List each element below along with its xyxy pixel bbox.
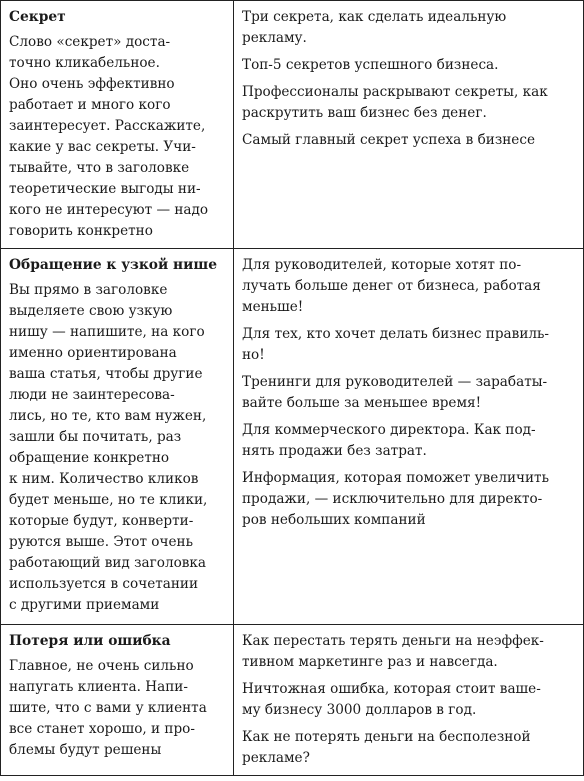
table-row bbox=[1, 1, 584, 249]
headline-example: Для тех, кто хочет делать бизнес правиль- но! bbox=[242, 326, 550, 363]
technique-title: Секрет bbox=[9, 9, 66, 25]
headline-example: Информация, которая поможет увеличить продажи, — исключительно для директо- ров небольших компаний bbox=[242, 470, 549, 528]
headline-example: Топ-5 секретов успешного бизнеса. bbox=[242, 57, 499, 73]
headline-example: Как перестать терять деньги на неэффек- тивном маркетинге раз и навсегда. bbox=[242, 633, 544, 670]
technique-cell bbox=[1, 1, 234, 249]
technique-title: Потеря или ошибка bbox=[9, 633, 171, 649]
technique-title: Обращение к узкой нише bbox=[9, 257, 217, 273]
headline-example: Профессионалы раскрывают секреты, как раскрутить ваш бизнес без денег. bbox=[242, 84, 548, 121]
headline-example: Тренинги для руководителей — зарабаты- вайте больше за меньшее время! bbox=[242, 374, 548, 411]
examples-cell bbox=[234, 1, 584, 249]
technique-description: Вы прямо в заголовке выделяете свою узкую нишу — напишите, на кого именно ориентирована ваша статья, чтобы другие люди не заинтересова- лись, но те, кто вам нужен, зашли бы почитать, раз обращение конкретно к ним. Количество кликов будет меньше, но те клики, которые будут, конверти- руются выше. Этот очень работающий вид заголовка используется в сочетании с другими приемами bbox=[9, 282, 208, 613]
headline-example: Для коммерческого директора. Как под- нять продажи без затрат. bbox=[242, 422, 536, 459]
table-row bbox=[1, 625, 584, 776]
examples-cell bbox=[234, 625, 584, 776]
table-row bbox=[1, 249, 584, 625]
technique-description: Слово «секрет» доста- точно кликабельное. Оно очень эффективно работает и много кого заинтересует. Расскажите, какие у вас секреты. Учи- тывайте, что в заголовке теоретические выгоды ни- кого не интересуют — надо говорить конкретно bbox=[9, 34, 209, 239]
headline-example: Для руководителей, которые хотят по- лучать больше денег от бизнеса, работая меньше! bbox=[242, 257, 541, 315]
technique-description: Главное, не очень сильно напугать клиента. Напи- шите, что с вами у клиента все станет хорошо, и про- блемы будут решены bbox=[9, 658, 207, 758]
headline-example: Три секрета, как сделать идеальную рекламу. bbox=[242, 9, 507, 46]
technique-cell bbox=[1, 249, 234, 625]
headline-example: Ничтожная ошибка, которая стоит ваше- му бизнесу 3000 долларов в год. bbox=[242, 681, 541, 718]
examples-cell bbox=[234, 249, 584, 625]
technique-cell bbox=[1, 625, 234, 776]
headline-example: Самый главный секрет успеха в бизнесе bbox=[242, 132, 536, 148]
headline-example: Как не потерять деньги на бесполезной рекламе? bbox=[242, 729, 531, 766]
